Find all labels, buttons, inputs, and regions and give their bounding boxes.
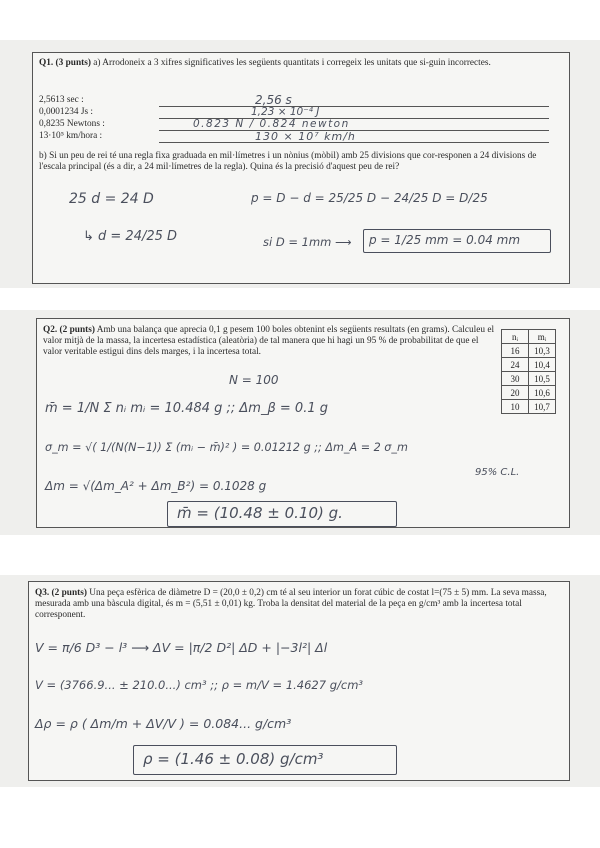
q2-hw-line-3: Δm = √(Δm_A² + Δm_B²) = 0.1028 g <box>45 479 267 493</box>
cell-n: 30 <box>502 372 529 386</box>
q3-card <box>0 575 600 787</box>
q2-frame <box>36 318 570 528</box>
q2-hw-cl: 95% C.L. <box>475 467 520 478</box>
table-header-row <box>502 330 556 344</box>
cell-m: 10,5 <box>529 372 556 386</box>
q1-answer-1: 2,56 s <box>255 93 292 107</box>
q3-hw-line-3: Δρ = ρ ( Δm/m + ΔV/V ) = 0.084... g/cm³ <box>35 716 292 731</box>
q1-statement <box>39 58 564 69</box>
q1-answer-2: 1,23 × 10⁻⁴ J <box>251 106 320 118</box>
q2-result: m̄ = (10.48 ± 0.10) g. <box>177 504 343 522</box>
cell-m: 10,3 <box>529 344 556 358</box>
cell-n: 24 <box>502 358 529 372</box>
q2-card <box>0 310 600 535</box>
q1-hw-right-1: p = D − d = 25/25 D − 24/25 D = D/25 <box>251 191 488 205</box>
q2-intro: Amb una balança que aprecia 0,1 g pesem 100 boles obtenint els següents resultats (en grams). Calculeu el valor mitjà de la massa, la incertesa estadística (aleatòria) de tal manera que hi hagi un 95 % de probabilitat de que el valor veritable estigui dins dels marges, i la incertesa total. <box>43 325 495 358</box>
q3-intro: Una peça esfèrica de diàmetre D = (20,0 ± 0,2) cm té al seu interior un forat cúbic de costat l=(75 ± 5) mm. La seva massa, mesurada amb una bàscula digital, és m = (5,51 ± 0,01) kg. Troba la densitat del material de la peça en g/cm³ amb la incertesa total corresponent. <box>35 588 547 621</box>
cell-m: 10,4 <box>529 358 556 372</box>
q1-frame <box>32 52 570 284</box>
q1-part-b: b) Si un peu de rei té una regla fixa graduada en mil·límetres i un nònius (mòbil) amb 25 divisions que cor-responen a 24 divisions de l'escala principal (és a dir, a 24 mil·límetres de la regla). Quina és la precisió d'aquest peu de rei? <box>39 151 537 173</box>
q1-hw-line-2: ↳ d = 24/25 D <box>83 229 178 244</box>
q3-hw-line-1: V = π/6 D³ − l³ ⟶ ΔV = |π/2 D²| ΔD + |−3l²| Δl <box>35 640 328 655</box>
header-m: mᵢ <box>529 330 556 344</box>
q3-frame <box>28 581 570 781</box>
q1-card <box>0 40 600 288</box>
cell-m: 10,6 <box>529 386 556 400</box>
cell-m: 10,7 <box>529 400 556 414</box>
q2-hw-line-2: σ_m = √( 1/(N(N−1)) Σ (mᵢ − m̄)² ) = 0.01212 g ;; Δm_A = 2 σ_m <box>45 441 408 454</box>
q2-statement <box>43 325 495 359</box>
q1-intro: a) Arrodoneix a 3 xifres significatives les següents quantitats i corregeix les unitats que si-guin incorrectes. <box>93 58 491 68</box>
q1-hw-line-1: 25 d = 24 D <box>69 191 154 207</box>
q2-data-table <box>501 329 556 414</box>
cell-n: 20 <box>502 386 529 400</box>
q2-hw-n: N = 100 <box>229 373 279 387</box>
table-row <box>502 386 556 400</box>
cell-n: 10 <box>502 400 529 414</box>
q1-row-label-1: 2,5613 sec : <box>39 95 84 105</box>
cell-n: 16 <box>502 344 529 358</box>
header-n: nᵢ <box>502 330 529 344</box>
q1-answer-3: 0.823 N / 0.824 newton <box>193 118 350 130</box>
table-row <box>502 372 556 386</box>
q1-answer-4: 130 × 10⁷ km/h <box>255 130 356 143</box>
table-row <box>502 400 556 414</box>
q1-result: p = 1/25 mm = 0.04 mm <box>369 233 521 247</box>
table-row <box>502 344 556 358</box>
q3-heading: Q3. (2 punts) <box>35 588 87 598</box>
q1-answer-line-1 <box>159 106 549 107</box>
q3-statement <box>35 588 563 622</box>
q3-hw-line-2: V = (3766.9... ± 210.0...) cm³ ;; ρ = m/V = 1.4627 g/cm³ <box>35 678 364 692</box>
q3-result: ρ = (1.46 ± 0.08) g/cm³ <box>143 750 324 768</box>
q1-row-label-4: 13·10⁵ km/hora : <box>39 131 103 141</box>
q2-heading: Q2. (2 punts) <box>43 325 95 335</box>
q1-hw-right-2: si D = 1mm ⟶ <box>263 235 352 249</box>
q1-row-label-2: 0,0001234 Js : <box>39 107 93 117</box>
table-row <box>502 358 556 372</box>
q1-heading: Q1. (3 punts) <box>39 58 91 68</box>
q1-row-label-3: 0,8235 Newtons : <box>39 119 105 129</box>
q2-hw-line-1: m̄ = 1/N Σ nᵢ mᵢ = 10.484 g ;; Δm_β = 0.1 g <box>45 401 328 416</box>
